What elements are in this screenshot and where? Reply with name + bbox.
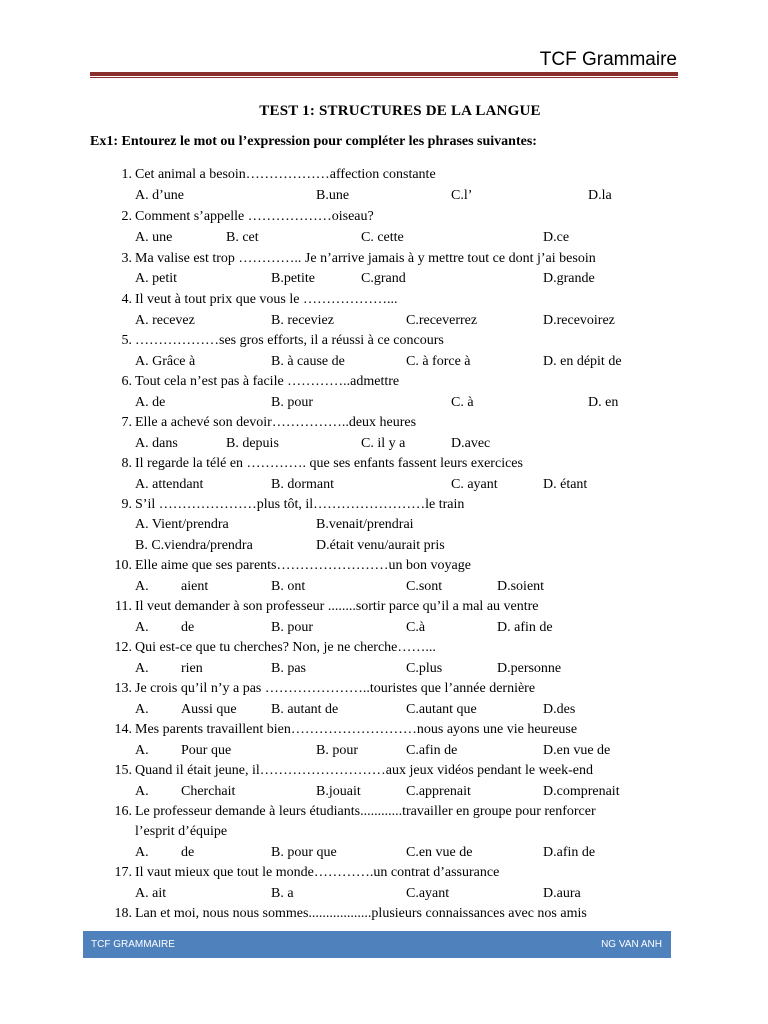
test-title: TEST 1: STRUCTURES DE LA LANGUE: [259, 103, 541, 119]
question-text: ………………ses gros efforts, il a réussi à ce concours: [135, 333, 444, 348]
option-b[interactable]: B. depuis: [226, 436, 279, 451]
option-a[interactable]: A. ait: [135, 886, 167, 901]
question-text: S’il …………………plus tôt, il……………………le train: [135, 497, 465, 512]
option-a-letter: A.: [135, 784, 149, 799]
option-d[interactable]: D.la: [588, 188, 612, 203]
option-b[interactable]: B. receviez: [271, 313, 334, 328]
question-number: 6.: [121, 374, 132, 389]
option-a-letter: A.: [135, 702, 149, 717]
option-b[interactable]: B. pour que: [271, 845, 337, 860]
option-b[interactable]: B. dormant: [271, 477, 334, 492]
option-a-letter: A.: [135, 579, 149, 594]
question-text: Lan et moi, nous nous sommes..................plusieurs connaissances avec nos amis: [135, 906, 587, 921]
question-number: 4.: [121, 292, 132, 307]
option-a[interactable]: A. Vient/prendra: [135, 517, 229, 532]
option-b[interactable]: B. pas: [271, 661, 306, 676]
option-c[interactable]: C.receverrez: [406, 313, 478, 328]
question-text: Comment s’appelle ………………oiseau?: [135, 209, 374, 224]
exercise-instruction: Ex1: Entourez le mot ou l’expression pour compléter les phrases suivantes:: [90, 134, 537, 149]
question-text: Quand il était jeune, il………………………aux jeux vidéos pendant le week-end: [135, 763, 594, 778]
option-d[interactable]: D.grande: [543, 271, 595, 286]
option-c[interactable]: C. cette: [361, 230, 404, 245]
footer-left-text: TCF GRAMMAIRE: [91, 939, 175, 950]
option-d[interactable]: D.aura: [543, 886, 581, 901]
option-c[interactable]: C.à: [406, 620, 426, 635]
question-number: 9.: [121, 497, 132, 512]
option-a[interactable]: Pour que: [181, 743, 232, 758]
option-b[interactable]: B.venait/prendrai: [316, 517, 414, 532]
question-number: 12.: [114, 640, 132, 655]
option-c[interactable]: B. C.viendra/prendra: [135, 538, 253, 553]
question-text: Ma valise est trop ………….. Je n’arrive jamais à y mettre tout ce dont j’ai besoin: [135, 251, 596, 266]
footer-right-text: NG VAN ANH: [601, 939, 662, 950]
option-a[interactable]: aient: [181, 579, 209, 594]
option-d[interactable]: D.soient: [497, 579, 545, 594]
option-c[interactable]: C. ayant: [451, 477, 498, 492]
page-footer: [83, 931, 671, 958]
option-a[interactable]: de: [181, 845, 195, 860]
option-d[interactable]: D.afin de: [543, 845, 596, 860]
option-c[interactable]: C.en vue de: [406, 845, 473, 860]
option-a[interactable]: A. de: [135, 395, 166, 410]
option-a-letter: A.: [135, 620, 149, 635]
option-c[interactable]: C.plus: [406, 661, 443, 676]
option-a-letter: A.: [135, 743, 149, 758]
question-text: Elle aime que ses parents……………………un bon voyage: [135, 558, 471, 573]
option-b[interactable]: B. pour: [271, 395, 313, 410]
option-b[interactable]: B. pour: [316, 743, 358, 758]
option-d[interactable]: D.en vue de: [543, 743, 611, 758]
option-b[interactable]: B. cet: [226, 230, 259, 245]
option-c[interactable]: C.afin de: [406, 743, 458, 758]
option-d[interactable]: D.personne: [497, 661, 562, 676]
question-text: Il veut à tout prix que vous le ………………...: [135, 292, 398, 307]
option-a[interactable]: A. recevez: [135, 313, 195, 328]
option-c[interactable]: C.autant que: [406, 702, 477, 717]
option-d[interactable]: D.avec: [451, 436, 491, 451]
question-text: Le professeur demande à leurs étudiants............travailler en groupe pour renforcer: [135, 804, 596, 819]
option-a-letter: A.: [135, 661, 149, 676]
question-text: Tout cela n’est pas à facile …………..admettre: [135, 374, 400, 389]
option-d[interactable]: D.comprenait: [543, 784, 620, 799]
option-b[interactable]: B. pour: [271, 620, 313, 635]
option-a[interactable]: A. dans: [135, 436, 178, 451]
option-d[interactable]: D.était venu/aurait pris: [316, 538, 445, 553]
question-number: 13.: [114, 681, 132, 696]
question-number: 14.: [114, 722, 132, 737]
question-text: l’esprit d’équipe: [135, 824, 228, 839]
option-a[interactable]: Cherchait: [181, 784, 236, 799]
option-a[interactable]: A. Grâce à: [135, 354, 196, 369]
option-a[interactable]: rien: [181, 661, 203, 676]
question-number: 17.: [114, 865, 132, 880]
option-c[interactable]: C.ayant: [406, 886, 450, 901]
question-number: 8.: [121, 456, 132, 471]
question-text: Il regarde la télé en …………. que ses enfants fassent leurs exercices: [135, 456, 523, 471]
option-b[interactable]: B. autant de: [271, 702, 339, 717]
question-text: Qui est-ce que tu cherches? Non, je ne cherche……...: [135, 640, 436, 655]
question-number: 2.: [121, 209, 132, 224]
question-number: 15.: [114, 763, 132, 778]
option-a-letter: A.: [135, 845, 149, 860]
option-c[interactable]: C.sont: [406, 579, 443, 594]
option-b[interactable]: B.petite: [271, 271, 315, 286]
question-text: Elle a achevé son devoir……………..deux heures: [135, 415, 417, 430]
option-a[interactable]: de: [181, 620, 195, 635]
option-d[interactable]: D.des: [543, 702, 576, 717]
option-a[interactable]: A. petit: [135, 271, 177, 286]
question-text: Il veut demander à son professeur ........sortir parce qu’il a mal au ventre: [135, 599, 539, 614]
question-text: Il vaut mieux que tout le monde………….un contrat d’assurance: [135, 865, 500, 880]
question-number: 7.: [121, 415, 132, 430]
option-a[interactable]: A. d’une: [135, 188, 184, 203]
option-d[interactable]: D. étant: [543, 477, 588, 492]
question-text: Mes parents travaillent bien………………………nous ayons une vie heureuse: [135, 722, 578, 737]
option-c[interactable]: C. il y a: [361, 436, 406, 451]
option-b[interactable]: B.une: [316, 188, 350, 203]
option-b[interactable]: B. a: [271, 886, 294, 901]
option-c[interactable]: C.apprenait: [406, 784, 471, 799]
question-text: Cet animal a besoin………………affection constante: [135, 167, 436, 182]
option-d[interactable]: D. en dépit de: [543, 354, 622, 369]
question-number: 16.: [114, 804, 132, 819]
option-d[interactable]: D. afin de: [497, 620, 553, 635]
option-a[interactable]: A. une: [135, 230, 173, 245]
option-c[interactable]: C. à force à: [406, 354, 471, 369]
option-c[interactable]: C.grand: [361, 271, 406, 286]
question-text: Je crois qu’il n’y a pas …………………..touristes que l’année dernière: [135, 681, 536, 696]
question-number: 3.: [121, 251, 132, 266]
option-d[interactable]: D. en: [588, 395, 619, 410]
question-number: 18.: [114, 906, 132, 921]
question-number: 1.: [121, 167, 132, 182]
option-a[interactable]: Aussi que: [181, 702, 237, 717]
option-d[interactable]: D.recevoirez: [543, 313, 615, 328]
question-number: 10.: [114, 558, 132, 573]
option-b[interactable]: B.jouait: [316, 784, 361, 799]
question-number: 11.: [115, 599, 132, 614]
header-rule: [90, 72, 678, 76]
option-b[interactable]: B. ont: [271, 579, 306, 594]
option-d[interactable]: D.ce: [543, 230, 570, 245]
option-b[interactable]: B. à cause de: [271, 354, 345, 369]
question-number: 5.: [121, 333, 132, 348]
header-rule-thin: [90, 77, 678, 78]
option-c[interactable]: C. à: [451, 395, 474, 410]
page-header-title: TCF Grammaire: [539, 49, 677, 70]
option-a[interactable]: A. attendant: [135, 477, 204, 492]
option-c[interactable]: C.l’: [451, 188, 473, 203]
